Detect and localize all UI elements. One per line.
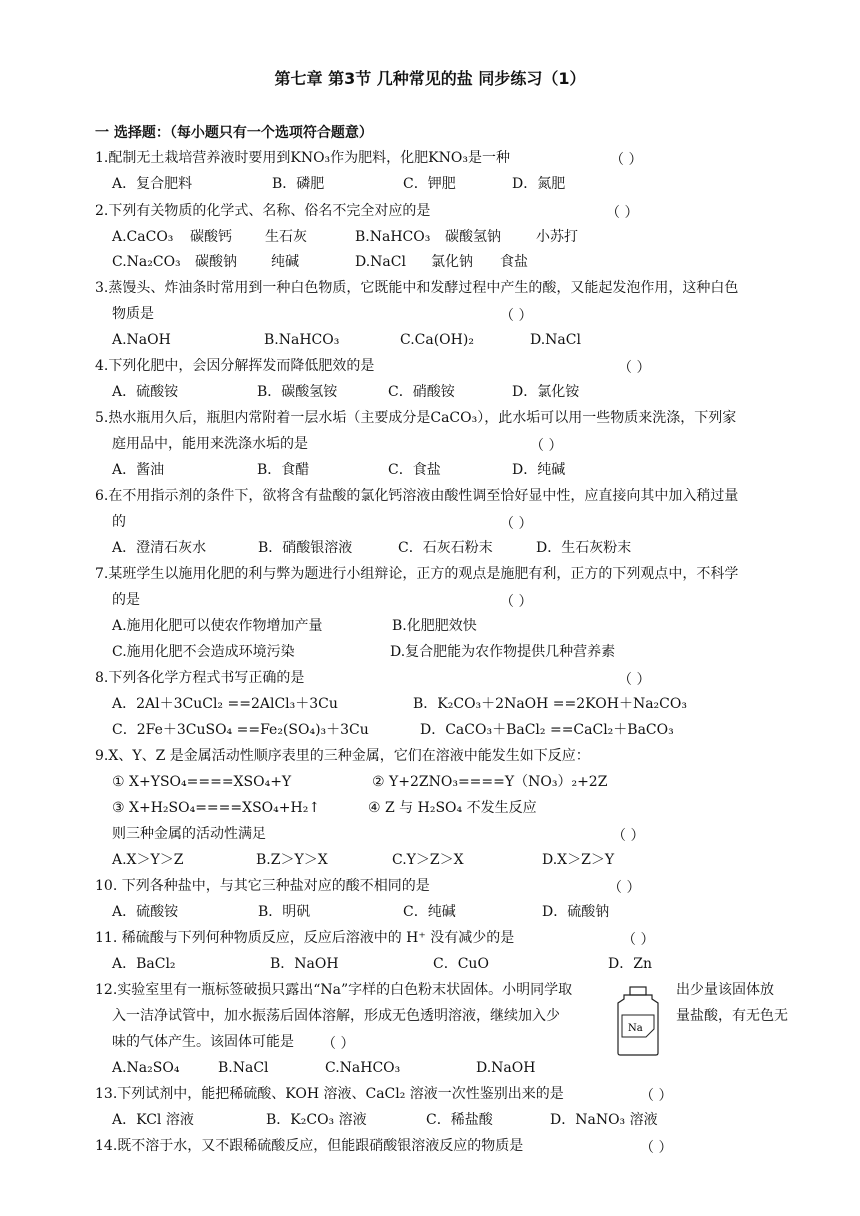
answer-blank: （ ） — [530, 438, 563, 454]
question-11-stem: 11. 稀硫酸与下列何种物质反应，反应后溶液中的 H⁺ 没有减少的是 — [95, 930, 515, 946]
answer-blank: （ ） — [610, 152, 643, 168]
option: A．BaCl₂ — [112, 956, 176, 972]
question-14-stem: 14.既不溶于水，又不跟稀硫酸反应，但能跟硝酸银溶液反应的物质是 — [95, 1138, 524, 1154]
option: B．碳酸氢铵 — [257, 384, 338, 400]
answer-blank: （ ） — [640, 1140, 673, 1156]
option: C．硝酸铵 — [388, 384, 455, 400]
option: A．酱油 — [112, 462, 165, 478]
option: A.CaCO₃ — [112, 229, 174, 245]
option: D．NaNO₃ 溶液 — [550, 1112, 658, 1128]
option: C.Y＞Z＞X — [392, 852, 464, 868]
option: D．氮肥 — [512, 176, 566, 192]
option: A.X＞Y＞Z — [112, 852, 184, 868]
option-text: 碳酸氢钠 — [445, 229, 501, 245]
question-12-stem-right: 量盐酸，有无色无 — [676, 1008, 788, 1024]
answer-blank: （ ） — [606, 205, 639, 221]
option-text: 碳酸钙 — [190, 229, 232, 245]
option: B．硝酸银溶液 — [258, 540, 353, 556]
option: C．纯碱 — [403, 904, 456, 920]
option: D.复合肥能为农作物提供几种营养素 — [390, 644, 616, 660]
option: C．石灰石粉末 — [398, 540, 493, 556]
option-text: 碳酸钠 — [195, 254, 237, 270]
option: C.NaHCO₃ — [325, 1060, 401, 1076]
answer-blank: （ ） — [500, 308, 533, 324]
answer-blank: （ ） — [608, 880, 641, 896]
reaction: ④ Z 与 H₂SO₄ 不发生反应 — [368, 800, 537, 816]
option: C.Na₂CO₃ — [112, 254, 181, 270]
option: D．生石灰粉末 — [536, 540, 632, 556]
option: C．CuO — [433, 956, 489, 972]
question-5-stem-cont: 庭用品中，能用来洗涤水垢的是 — [112, 436, 308, 452]
option-text: 纯碱 — [271, 254, 299, 270]
option: B．NaOH — [270, 956, 339, 972]
option: B．磷肥 — [272, 176, 325, 192]
option: D.X＞Z＞Y — [542, 852, 615, 868]
question-5-stem: 5.热水瓶用久后，瓶胆内常附着一层水垢（主要成分是CaCO₃），此水垢可以用一些物质来洗涤，下列家 — [95, 410, 737, 426]
option: B．食醋 — [257, 462, 310, 478]
reaction: ① X+YSO₄====XSO₄+Y — [112, 774, 292, 790]
option: D．氯化铵 — [512, 384, 580, 400]
option: B．明矾 — [258, 904, 311, 920]
question-10-stem: 10. 下列各种盐中，与其它三种盐对应的酸不相同的是 — [95, 878, 430, 894]
option: D.NaOH — [476, 1060, 536, 1076]
question-6-stem: 6.在不用指示剂的条件下，欲将含有盐酸的氯化钙溶液由酸性调至恰好显中性，应直接向其中加入稍过量 — [95, 488, 739, 504]
page-title: 第七章 第3节 几种常见的盐 同步练习（1） — [274, 69, 586, 88]
option: B.Z＞Y＞X — [256, 852, 328, 868]
option: C.施用化肥不会造成环境污染 — [112, 644, 295, 660]
option: C．2Fe＋3CuSO₄ ==Fe₂(SO₄)₃＋3Cu — [112, 722, 369, 738]
option: D．纯碱 — [512, 462, 566, 478]
question-2-stem: 2.下列有关物质的化学式、名称、俗名不完全对应的是 — [95, 203, 431, 219]
option: A.NaOH — [112, 332, 171, 348]
option: D．硫酸钠 — [542, 904, 610, 920]
answer-blank: （ ） — [618, 672, 651, 688]
option: A.Na₂SO₄ — [112, 1060, 180, 1076]
question-3-stem-cont: 物质是 — [112, 306, 154, 322]
option: B．K₂CO₃＋2NaOH ==2KOH＋Na₂CO₃ — [413, 696, 687, 712]
option: C.Ca(OH)₂ — [400, 332, 474, 348]
answer-blank: （ ） — [322, 1036, 355, 1052]
answer-blank: （ ） — [640, 1088, 673, 1104]
option-text: 小苏打 — [536, 229, 578, 245]
question-6-stem-cont: 的 — [112, 514, 126, 530]
answer-blank: （ ） — [612, 828, 645, 844]
answer-blank: （ ） — [622, 932, 655, 948]
bottle-label-text: Na — [628, 1023, 643, 1034]
question-4-stem: 4.下列化肥中，会因分解挥发而降低肥效的是 — [95, 358, 375, 374]
option: B．K₂CO₃ 溶液 — [266, 1112, 367, 1128]
question-12-stem-cont: 味的气体产生。该固体可能是 — [112, 1034, 294, 1050]
question-7-stem-cont: 的是 — [112, 592, 140, 608]
question-1-stem: 1.配制无土栽培营养液时要用到KNO₃作为肥料，化肥KNO₃是一种 — [95, 150, 510, 166]
option: B.NaCl — [218, 1060, 269, 1076]
question-12-stem-right: 出少量该固体放 — [676, 982, 774, 998]
question-3-stem: 3.蒸馒头、炸油条时常用到一种白色物质，它既能中和发酵过程中产生的酸，又能起发泡作用，这种白色 — [95, 280, 739, 296]
option: A．KCl 溶液 — [112, 1112, 194, 1128]
reaction: ② Y+2ZNO₃====Y（NO₃）₂+2Z — [372, 774, 608, 790]
option: B.NaHCO₃ — [264, 332, 340, 348]
reagent-bottle-image — [610, 985, 666, 1057]
option: D．Zn — [608, 956, 652, 972]
option: A．硫酸铵 — [112, 384, 179, 400]
question-9-stem: 9.X、Y、Z 是金属活动性顺序表里的三种金属，它们在溶液中能发生如下反应： — [95, 748, 590, 764]
option: A．复合肥料 — [112, 176, 193, 192]
option: C．稀盐酸 — [426, 1112, 493, 1128]
option: D.NaCl — [355, 254, 406, 270]
option: A．2Al＋3CuCl₂ ==2AlCl₃＋3Cu — [112, 696, 338, 712]
answer-blank: （ ） — [618, 360, 651, 376]
option: C．食盐 — [388, 462, 441, 478]
option-text: 生石灰 — [265, 229, 307, 245]
option: B.化肥肥效快 — [392, 618, 477, 634]
option-text: 氯化钠 — [431, 254, 473, 270]
question-13-stem: 13.下列试剂中，能把稀硫酸、KOH 溶液、CaCl₂ 溶液一次性鉴别出来的是 — [95, 1086, 564, 1102]
option: A.施用化肥可以使农作物增加产量 — [112, 618, 323, 634]
question-8-stem: 8.下列各化学方程式书写正确的是 — [95, 670, 305, 686]
question-12-stem: 12.实验室里有一瓶标签破损只露出“Na”字样的白色粉末状固体。小明同学取 — [95, 982, 573, 998]
option: D.NaCl — [530, 332, 581, 348]
option: D．CaCO₃＋BaCl₂ ==CaCl₂＋BaCO₃ — [420, 722, 674, 738]
option: A．硫酸铵 — [112, 904, 179, 920]
option: A．澄清石灰水 — [112, 540, 207, 556]
question-7-stem: 7.某班学生以施用化肥的利与弊为题进行小组辩论，正方的观点是施肥有利，正方的下列观点中，不科学 — [95, 566, 739, 582]
answer-blank: （ ） — [500, 594, 533, 610]
reaction: ③ X+H₂SO₄====XSO₄+H₂↑ — [112, 800, 321, 816]
answer-blank: （ ） — [500, 516, 533, 532]
option: B.NaHCO₃ — [355, 229, 431, 245]
question-9-stem-cont: 则三种金属的活动性满足 — [112, 826, 266, 842]
question-12-stem-cont: 入一洁净试管中，加水振荡后固体溶解，形成无色透明溶液，继续加入少 — [112, 1008, 560, 1024]
option: C．钾肥 — [403, 176, 456, 192]
option-text: 食盐 — [500, 254, 528, 270]
section-heading: 一 选择题：（每小题只有一个选项符合题意） — [95, 125, 373, 141]
